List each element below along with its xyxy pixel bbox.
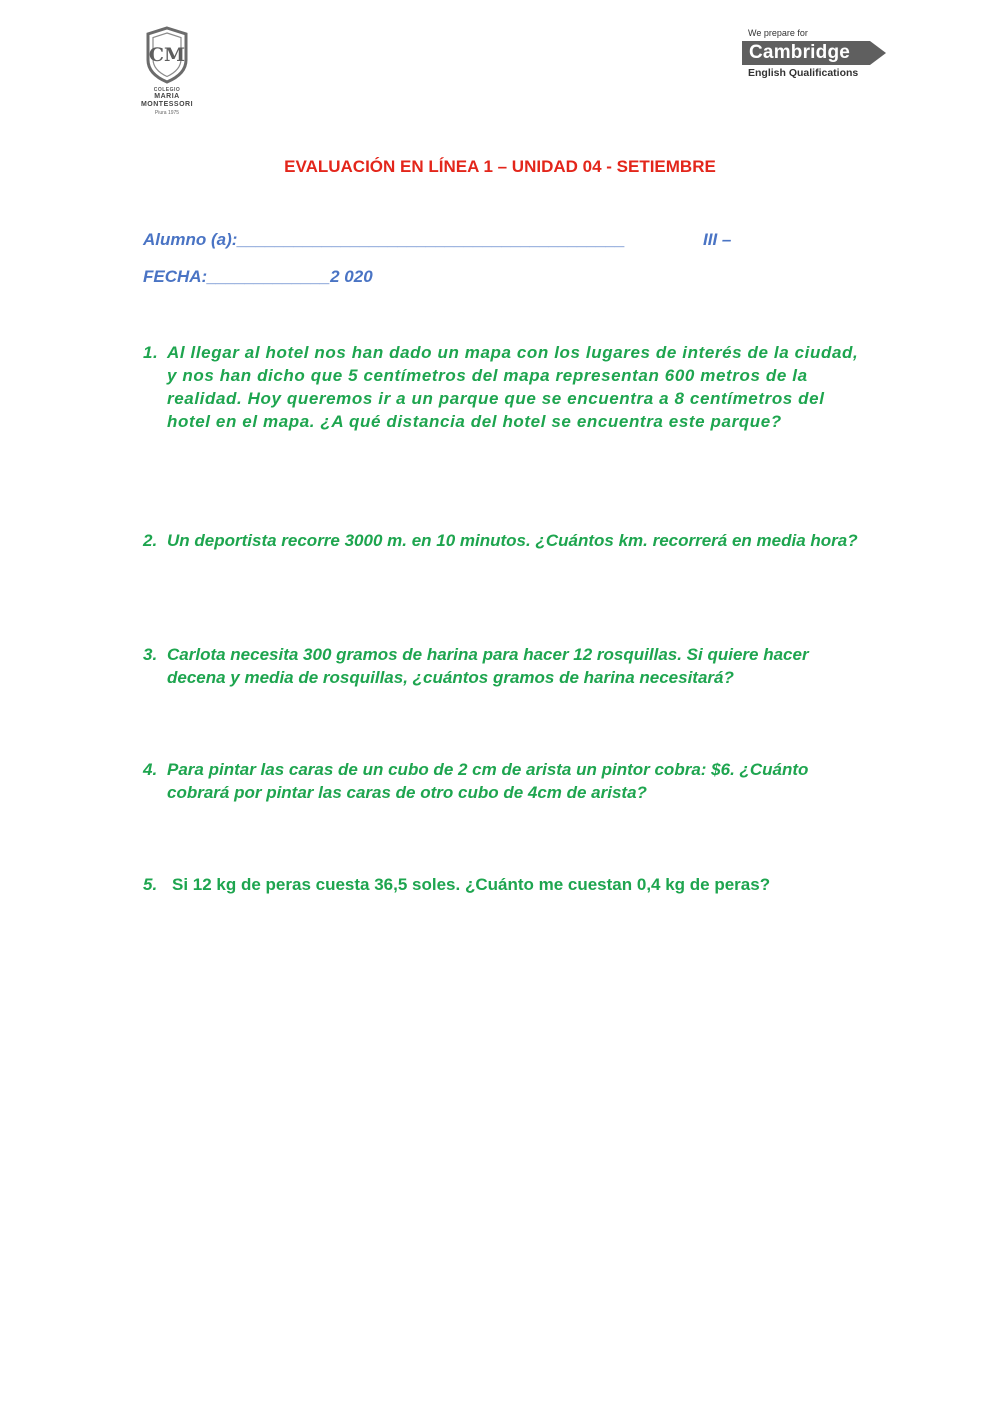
- school-monogram: CM: [148, 44, 186, 66]
- question-number: 4.: [143, 760, 158, 779]
- question-number: 2.: [143, 531, 158, 550]
- question-text: Carlota necesita 300 gramos de harina para hacer 12 rosquillas. Si quiere hacer decena y media de rosquillas, ¿cuántos gramos de harina necesitará?: [167, 645, 809, 687]
- cambridge-banner: [742, 41, 892, 65]
- school-logo-line4: Piura 1975: [154, 110, 180, 116]
- cambridge-prepare-text: We prepare for: [748, 28, 808, 38]
- question-5: [143, 873, 863, 896]
- school-shield-icon: [145, 26, 189, 84]
- question-1: [143, 341, 863, 433]
- date-field: FECHA:_____________2 020: [143, 267, 373, 286]
- school-logo-line3: MONTESSORI: [140, 101, 194, 108]
- question-text: Al llegar al hotel nos han dado un mapa con los lugares de interés de la ciudad, y nos han dicho que 5 centímetros del mapa representan 600 metros de la realidad. Hoy queremos ir a un parque que se encuentra a 8 centímetros del hotel en el mapa. ¿A qué distancia del hotel se encuentra este parque?: [167, 343, 859, 431]
- question-2: [143, 529, 863, 552]
- question-4: [143, 758, 863, 804]
- cambridge-logo: [742, 28, 892, 79]
- cambridge-subtitle: English Qualifications: [748, 67, 859, 79]
- question-3: [143, 643, 863, 689]
- question-text: Si 12 kg de peras cuesta 36,5 soles. ¿Cuánto me cuestan 0,4 kg de peras?: [172, 875, 771, 894]
- question-number: 3.: [143, 645, 158, 664]
- school-logo-line1: COLEGIO: [153, 87, 181, 93]
- question-number: 1.: [143, 343, 159, 362]
- grade-label: III –: [703, 230, 732, 249]
- question-text: Un deportista recorre 3000 m. en 10 minutos. ¿Cuántos km. recorrerá en media hora?: [167, 531, 858, 550]
- school-logo-line2: MARIA: [154, 93, 180, 100]
- cambridge-brand: Cambridge: [749, 42, 851, 63]
- question-number: 5.: [143, 875, 158, 894]
- page-title: EVALUACIÓN EN LÍNEA 1 – UNIDAD 04 - SETIEMBRE: [284, 157, 716, 176]
- student-name-field: Alumno (a):_________________________________________: [143, 230, 626, 249]
- school-logo: [133, 26, 201, 116]
- question-text: Para pintar las caras de un cubo de 2 cm de arista un pintor cobra: $6. ¿Cuánto cobrará por pintar las caras de otro cubo de 4cm de arista?: [167, 760, 809, 802]
